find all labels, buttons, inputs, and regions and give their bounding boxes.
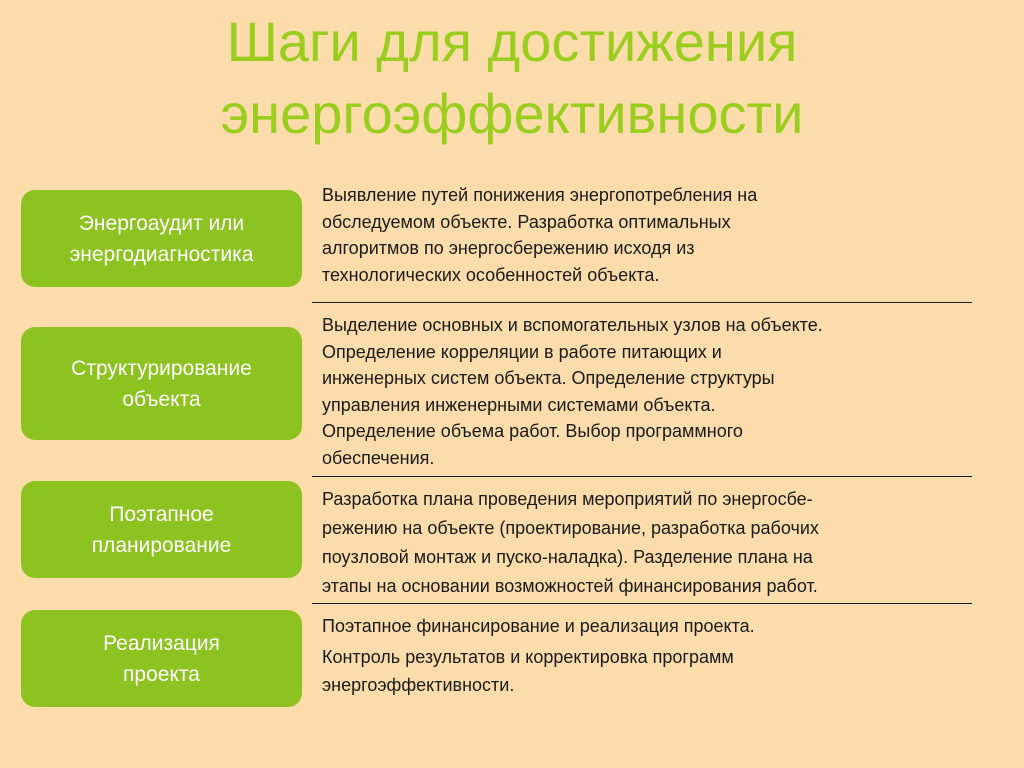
step-label-line: Структурирование [71, 356, 252, 380]
description-line: управления инженерными системами объекта. [322, 394, 716, 415]
description-line: Определение корреляции в работе питающих и [322, 341, 722, 362]
step-description-structuring [322, 312, 972, 471]
description-line: режению на объекте (проектирование, разработка рабочих [322, 518, 819, 538]
description-line: Выделение основных и вспомогательных узлов на объекте. [322, 315, 823, 335]
page-title-line-1: Шаги для достижения [226, 10, 798, 73]
step-description-implementation [322, 611, 972, 698]
step-box-planning [21, 481, 302, 578]
description-line: Выявление путей понижения энергопотребления на [322, 185, 758, 205]
step-label-line: объекта [122, 387, 201, 411]
step-description-energy-audit [322, 182, 972, 288]
description-line: Поэтапное финансирование и реализация проекта. [322, 616, 755, 636]
description-line: технологических особенностей объекта. [322, 264, 660, 285]
step-box-implementation [21, 610, 302, 707]
step-label-line: Реализация [103, 631, 220, 655]
step-label-line: планирование [91, 533, 232, 557]
step-description-planning [322, 485, 972, 601]
step-label-line: Энергоаудит или [78, 211, 245, 235]
description-line: Разработка плана проведения мероприятий по энергосбе- [322, 489, 813, 509]
description-line: алгоритмов по энергосбережению исходя из [322, 238, 695, 258]
description-line: инженерных систем объекта. Определение структуры [322, 368, 775, 388]
divider [312, 476, 972, 477]
step-box-structuring [21, 327, 302, 440]
description-line: обследуемом объекте. Разработка оптимальных [322, 211, 731, 232]
divider [312, 302, 972, 303]
divider [312, 603, 972, 604]
page-title [0, 6, 1024, 150]
page-title-line-2: энергоэффективности [220, 82, 804, 145]
description-line: энергоэффективности. [322, 675, 515, 695]
description-line: обеспечения. [322, 447, 435, 468]
step-label-line: проекта [123, 662, 200, 686]
step-label-line: Поэтапное [109, 502, 214, 526]
description-line: поузловой монтаж и пуско-наладка). Разделение плана на [322, 547, 813, 567]
step-label-line: энергодиагностика [69, 242, 254, 266]
description-line: Определение объема работ. Выбор программного [322, 421, 743, 441]
step-box-energy-audit [21, 190, 302, 287]
description-line: Контроль результатов и корректировка программ [322, 647, 734, 667]
description-line: этапы на основании возможностей финансирования работ. [322, 576, 818, 596]
